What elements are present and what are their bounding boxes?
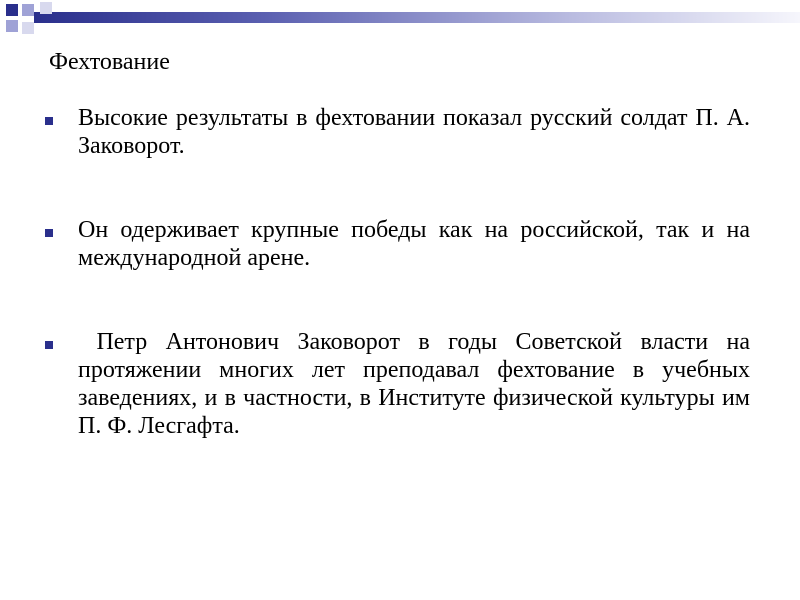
square-bullet-icon (45, 341, 53, 349)
decor-square-dark (6, 4, 18, 16)
decor-square-light (6, 20, 18, 32)
decor-square-pale (22, 22, 34, 34)
slide-title: Фехтование (49, 49, 170, 75)
bullet-text: Петр Антонович Заковорот в годы Советской власти на протяжении многих лет преподавал фехтование в учебных заведениях, и в частности, в Институте физической культуры им П. Ф. Лесгафта. (78, 329, 757, 439)
square-bullet-icon (45, 117, 53, 125)
bullet-item (40, 216, 750, 272)
decor-square-light (22, 4, 34, 16)
decor-square-pale (40, 2, 52, 14)
bullet-text: Высокие результаты в фехтовании показал русский солдат П. А. Заковорот. (78, 105, 750, 159)
bullet-text: Он одерживает крупные победы как на российской, так и на международной арене. (78, 217, 750, 271)
decorative-header-band (0, 0, 800, 40)
bullet-item (40, 104, 750, 160)
bullet-item (40, 328, 757, 440)
gradient-bar (34, 12, 800, 23)
square-bullet-icon (45, 229, 53, 237)
bullet-list (40, 104, 757, 440)
